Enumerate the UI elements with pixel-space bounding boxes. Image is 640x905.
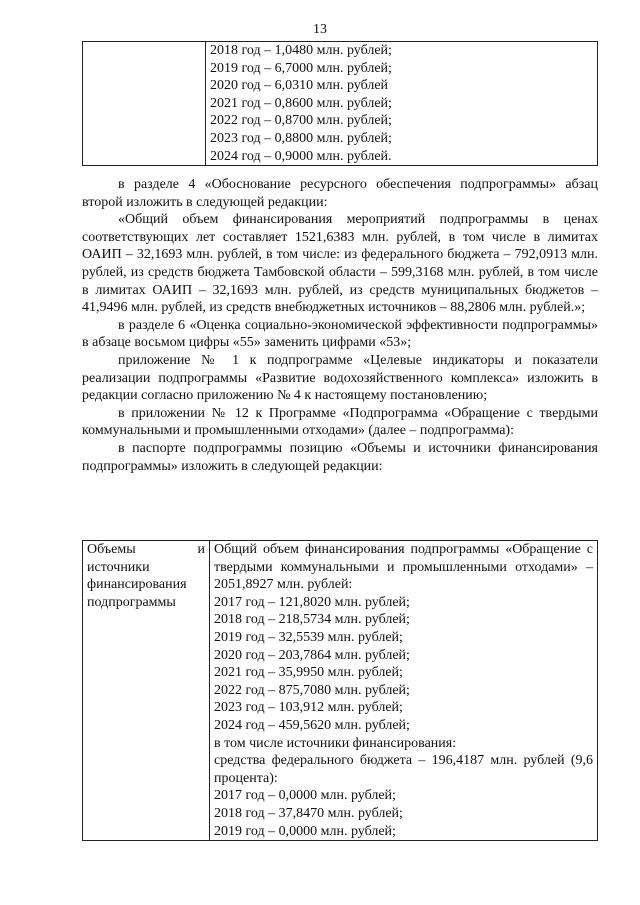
federal-year-line: 2018 год – 37,8470 млн. рублей; bbox=[214, 805, 403, 821]
year-line: 2019 год – 32,5539 млн. рублей; bbox=[214, 629, 403, 645]
funding-years-table-top bbox=[82, 41, 598, 166]
paragraph-section-6: в разделе 6 «Оценка социально-экономической эффективности подпрограммы» в абзаце восьмом цифры «55» заменить цифрами «53»; bbox=[82, 317, 598, 351]
funding-label-line: финансирования bbox=[87, 577, 187, 593]
page-number: 13 bbox=[313, 22, 327, 37]
paragraph-passport: в паспорте подпрограммы позицию «Объемы и источники финансирования подпрограммы» изложить в следующей редакции: bbox=[82, 440, 598, 474]
year-line: 2020 год – 203,7864 млн. рублей; bbox=[214, 647, 410, 663]
federal-year-line: 2017 год – 0,0000 млн. рублей; bbox=[214, 788, 396, 804]
paragraph-section-4: в разделе 4 «Обоснование ресурсного обеспечения подпрограммы» абзац второй изложить в следующей редакции: bbox=[82, 177, 598, 210]
year-lines-cell bbox=[206, 42, 598, 166]
funding-label-line: Объемы и bbox=[87, 542, 205, 557]
year-line: 2018 год – 218,5734 млн. рублей; bbox=[214, 612, 410, 628]
year-line: 2021 год – 0,8600 млн. рублей; bbox=[210, 95, 392, 111]
paragraph-appendix-12: в приложении № 12 к Программе «Подпрограмма «Обращение с твердыми коммунальными и промышленными отходами» (далее – подпрограмма): bbox=[82, 405, 598, 439]
paragraph-total-funding: «Общий объем финансирования мероприятий подпрограммы в ценах соответствующих лет составляет 1521,6383 млн. рублей, в том числе в лимитах ОАИП – 32,1693 млн. рублей, в том числе: из федерального бюджета – 792,0913 млн. рублей, из средств бюджета Тамбовской области – 599,3168 млн. рублей, в том числе в лимитах ОАИП – 32,1693 млн. рублей, из средств муниципальных бюджетов – 41,9496 млн. рублей, из средств внебюджетных источников – 88,2806 млн. рублей.»; bbox=[82, 212, 598, 316]
year-line: 2018 год – 1,0480 млн. рублей; bbox=[210, 43, 392, 58]
funding-label-line: источники bbox=[87, 559, 150, 575]
year-line: 2022 год – 0,8700 млн. рублей; bbox=[210, 113, 392, 129]
year-line: 2024 год – 0,9000 млн. рублей. bbox=[210, 148, 392, 164]
funding-intro: Общий объем финансирования подпрограммы «Обращение с твердыми коммунальными и промышленными отходами» – 2051,8927 млн. рублей: bbox=[214, 542, 593, 593]
year-line: 2020 год – 6,0310 млн. рублей bbox=[210, 78, 389, 94]
year-line: 2019 год – 6,7000 млн. рублей; bbox=[210, 60, 392, 76]
funding-label-line: подпрограммы bbox=[87, 594, 176, 610]
year-line: 2023 год – 0,8800 млн. рублей; bbox=[210, 130, 392, 146]
year-line: 2024 год – 459,5620 млн. рублей; bbox=[214, 717, 410, 733]
federal-year-line: 2019 год – 0,0000 млн. рублей; bbox=[214, 823, 396, 839]
year-line: 2022 год – 875,7080 млн. рублей; bbox=[214, 682, 410, 698]
year-line: 2017 год – 121,8020 млн. рублей; bbox=[214, 594, 410, 610]
body-text bbox=[82, 176, 598, 475]
year-line: 2021 год – 35,9950 млн. рублей; bbox=[214, 665, 403, 681]
year-line: 2023 год – 103,912 млн. рублей; bbox=[214, 700, 403, 716]
funding-sources-table bbox=[82, 540, 598, 841]
federal-budget-intro: средства федерального бюджета – 196,4187 млн. рублей (9,6 процента): bbox=[214, 753, 593, 786]
sources-heading: в том числе источники финансирования: bbox=[214, 735, 457, 751]
funding-label-cell bbox=[83, 541, 210, 841]
paragraph-appendix-1: приложение № 1 к подпрограмме «Целевые индикаторы и показатели реализации подпрограммы «Развитие водохозяйственного комплекса» изложить в редакции согласно приложению № 4 к настоящему постановлению; bbox=[82, 352, 598, 404]
funding-details-cell bbox=[210, 541, 598, 841]
empty-left-cell bbox=[83, 42, 206, 166]
